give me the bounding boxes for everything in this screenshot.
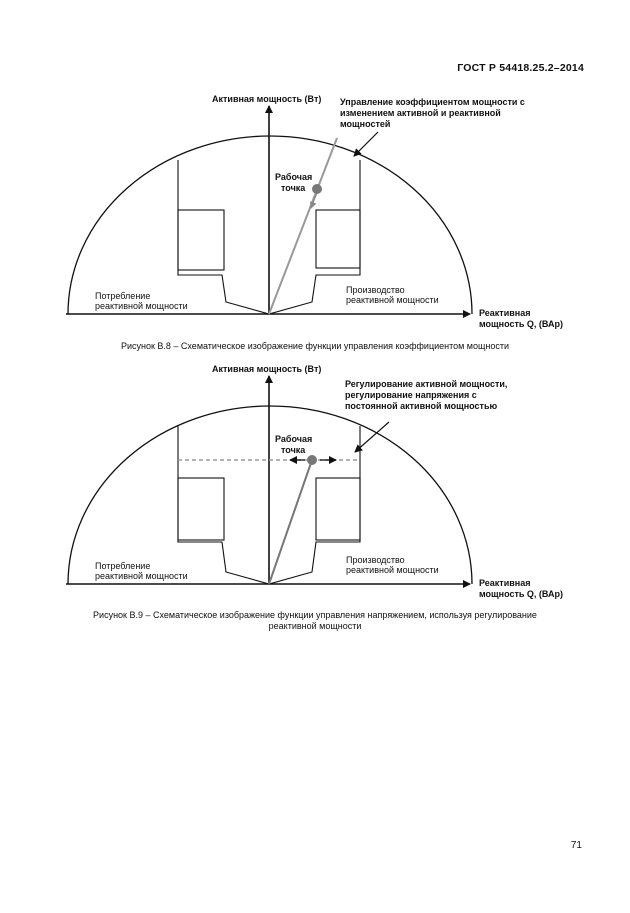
production-label-line1: Производство [346,285,405,295]
consumption-label-line2: реактивной мощности [95,301,188,311]
production-label-line2: реактивной мощности [346,565,439,575]
figure-b8-caption: Рисунок В.8 – Схематическое изображение функции управления коэффициентом мощности [120,341,510,351]
annotation-line1: Регулирование активной мощности, [345,379,508,389]
x-axis-label-line1: Реактивная [479,578,531,588]
left-box [178,210,224,270]
y-axis-label: Активная мощность (Вт) [212,364,322,374]
left-box [178,478,224,540]
figure-b9 [0,350,630,600]
operating-point-label-line2: точка [281,183,306,193]
figure-b8 [0,80,630,330]
page-number: 71 [570,840,582,851]
power-factor-line [269,138,337,314]
operating-point-label-line1: Рабочая [275,434,313,444]
consumption-label-line1: Потребление [95,291,151,301]
standard-header: ГОСТ Р 54418.25.2–2014 [457,62,584,74]
x-axis-label-line2: мощность Q, (ВАр) [479,319,563,329]
operating-point-label-line1: Рабочая [275,172,313,182]
x-axis-label-line1: Реактивная [479,308,531,318]
consumption-label-line1: Потребление [95,561,151,571]
figure-b9-caption-line2: реактивной мощности [268,621,362,631]
consumption-label-line2: реактивной мощности [95,571,188,581]
capability-curve [68,406,472,584]
capability-curve [68,136,472,314]
annotation-line2: изменением активной и реактивной [340,108,501,118]
annotation-line1: Управление коэффициентом мощности с [340,97,525,107]
figure-b9-caption-line1: Рисунок В.9 – Схематическое изображение функции управления напряжением, используя регулирование [93,610,537,620]
power-factor-line [269,460,312,584]
annotation-line2: регулирование напряжения с [345,390,477,400]
annotation-line3: постоянной активной мощностью [345,401,498,411]
annotation-line3: мощностей [340,119,391,129]
production-label-line2: реактивной мощности [346,295,439,305]
y-axis-label: Активная мощность (Вт) [212,94,322,104]
operating-point [312,184,322,194]
right-box [316,210,360,268]
right-box [316,478,360,540]
annotation-pointer [354,132,378,156]
operating-point-label-line2: точка [281,445,306,455]
operating-point [307,455,317,465]
x-axis-label-line2: мощность Q, (ВАр) [479,589,563,599]
production-label-line1: Производство [346,555,405,565]
